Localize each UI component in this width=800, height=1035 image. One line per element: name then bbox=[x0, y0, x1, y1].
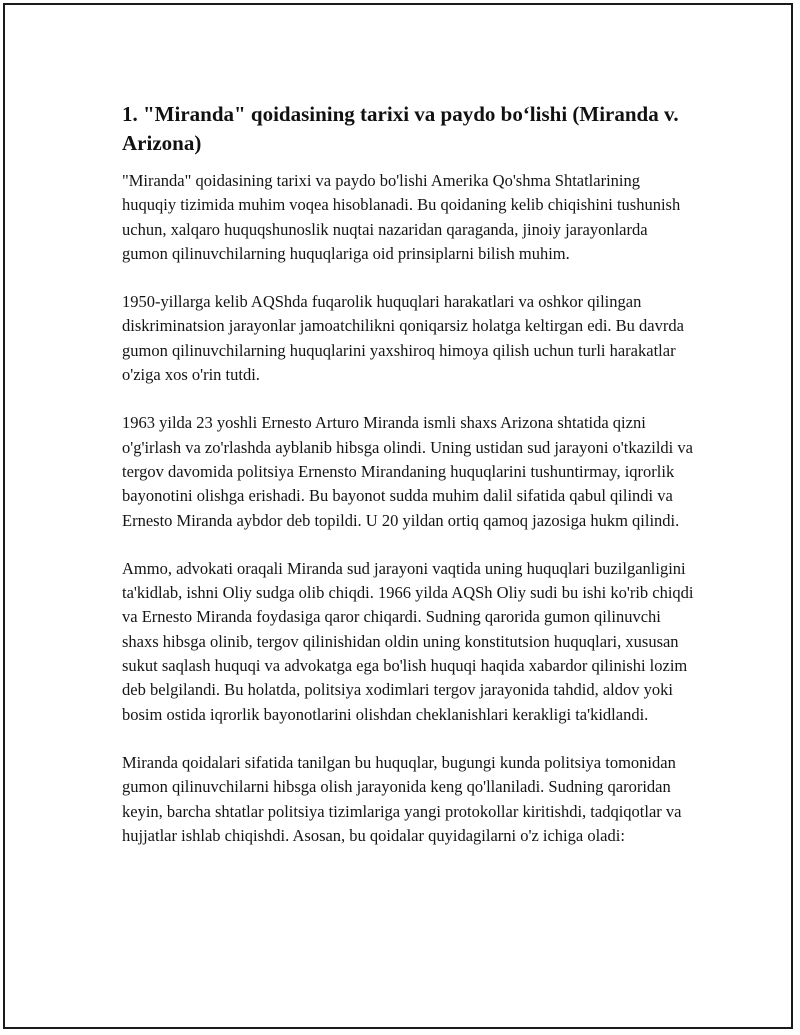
page-frame bbox=[3, 3, 793, 1029]
paragraph-1: "Miranda" qoidasining tarixi va paydo bo'lishi Amerika Qo'shma Shtatlarining huquqiy tizimida muhim voqea hisoblanadi. Bu qoidaning kelib chiqishini tushunish uchun, xalqaro huquqshunoslik nuqtai nazaridan qaraganda, jinoiy jarayonlarda gumon qilinuvchilarning huquqlariga oid prinsiplarni bilish muhim. bbox=[122, 171, 681, 263]
paragraph-2: 1950-yillarga kelib AQShda fuqarolik huquqlari harakatlari va oshkor qilingan diskriminatsion jarayonlar jamoatchilikni qoniqarsiz holatga keltirgan edi. Bu davrda gumon qilinuvchilarning huquqlarini yaxshiroq himoya qilish uchun turli harakatlar o'ziga xos o'rin tutdi. bbox=[122, 292, 684, 385]
document-body bbox=[122, 100, 697, 872]
paragraph-4: Ammo, advokati oraqali Miranda sud jarayoni vaqtida uning huquqlari buzilganligini ta'kidlab, ishni Oliy sudga olib chiqdi. 1966 yilda AQSh Oliy sudi bu ishi ko'rib chiqdi va Ernesto Miranda foydasiga qaror chiqardi. Sudning qarorida gumon qilinuvchi shaxs hibsga olinib, tergov qilinishidan oldin uning konstitutsion huquqlari, xususan sukut saqlash huquqi va advokatga ega bo'lish huquqi haqida xabardor qilinishi lozim deb belgilandi. Bu holatda, politsiya xodimlari tergov jarayonida tahdid, aldov yoki bosim ostida iqrorlik bayonotlarini olishdan cheklanishlari kerakligi ta'kidlandi. bbox=[122, 558, 694, 724]
paragraph-5: Miranda qoidalari sifatida tanilgan bu huquqlar, bugungi kunda politsiya tomonidan gumon qilinuvchilarni hibsga olish jarayonida keng qo'llaniladi. Sudning qaroridan keyin, barcha shtatlar politsiya tizimlariga yangi protokollar kiritishdi, tadqiqotlar va hujjatlar ishlab chiqishdi. Asosan, bu qoidalar quyidagilarni o'z ichiga oladi: bbox=[122, 752, 682, 845]
paragraph-3: 1963 yilda 23 yoshli Ernesto Arturo Miranda ismli shaxs Arizona shtatida qizni o'g'irlash va zo'rlashda ayblanib hibsga olindi. Uning ustidan sud jarayoni o'tkazildi va tergov davomida politsiya Ernensto Mirandaning huquqlarini tushuntirmay, iqrorlik bayonotini olishga erishadi. Bu bayonot sudda muhim dalil sifatida qabul qilindi va Ernesto Miranda aybdor deb topildi. U 20 yildan ortiq qamoq jazosiga hukm qilindi. bbox=[122, 413, 693, 530]
section-heading: 1. "Miranda" qoidasining tarixi va paydo bo‘lishi (Miranda v. Arizona) bbox=[122, 102, 679, 155]
